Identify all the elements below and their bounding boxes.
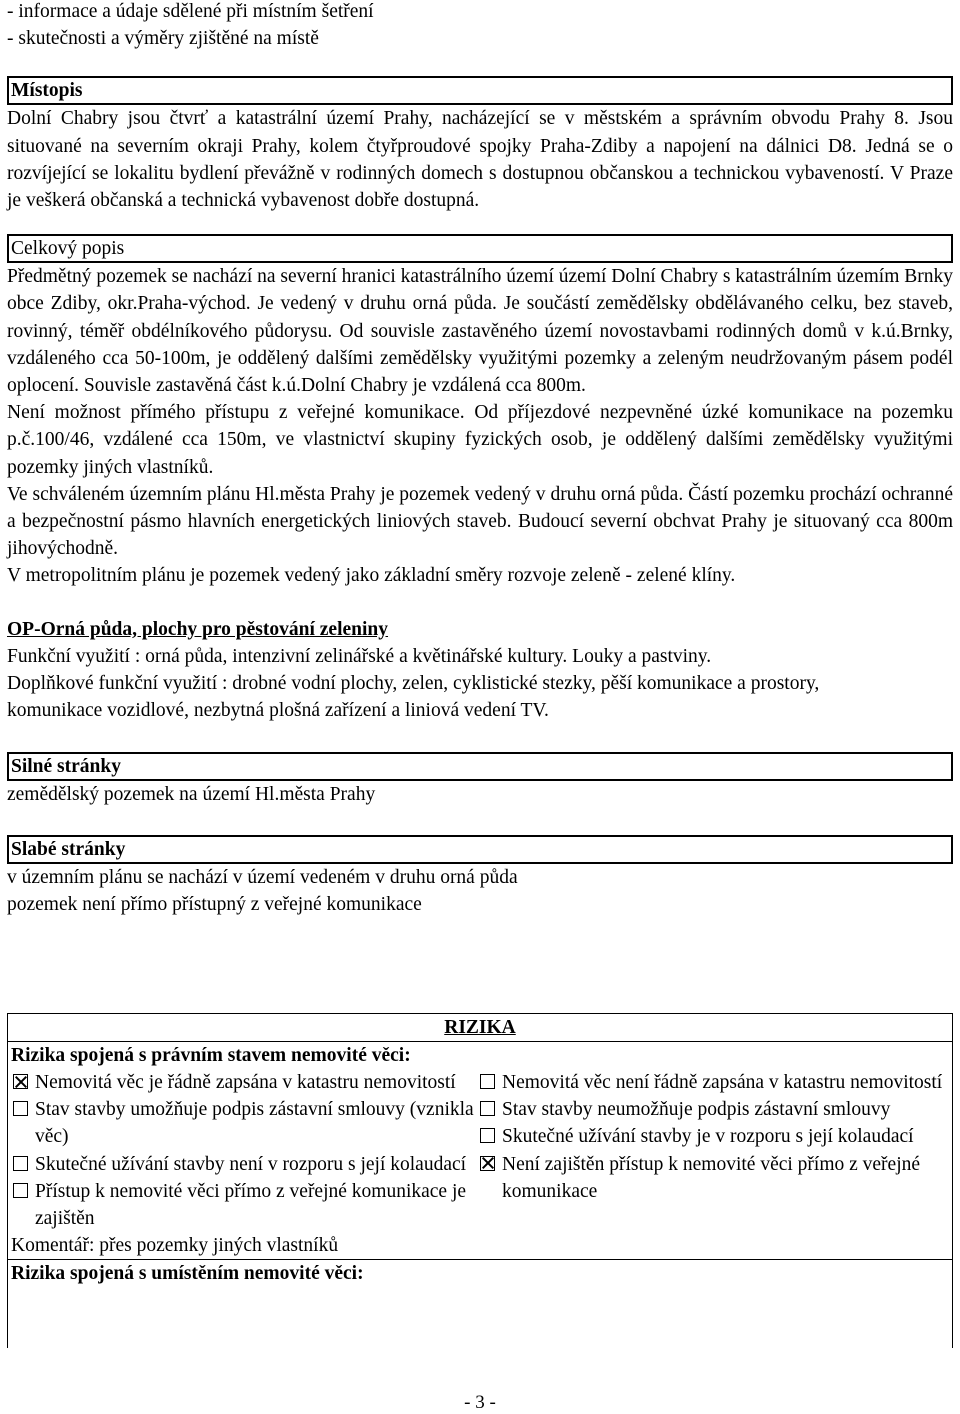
risk-item-left-0 bbox=[11, 1069, 478, 1096]
empty-checkbox-icon bbox=[13, 1183, 28, 1198]
risk-item-right-1 bbox=[478, 1096, 945, 1123]
empty-checkbox-icon bbox=[480, 1101, 495, 1116]
risk-item-label: Přístup k nemovité věci přímo z veřejné komunikace je zajištěn bbox=[35, 1180, 467, 1230]
risk-item-right-0 bbox=[478, 1069, 945, 1096]
rizika-section-location-title: Rizika spojená s umístěním nemovité věci: bbox=[11, 1263, 364, 1285]
risk-item-left-2 bbox=[11, 1151, 478, 1178]
checked-checkbox-icon bbox=[13, 1074, 28, 1089]
rizika-right-column bbox=[478, 1069, 945, 1232]
silne-heading: Silné stránky bbox=[7, 752, 953, 781]
risk-item-left-1 bbox=[11, 1096, 478, 1150]
empty-checkbox-icon bbox=[13, 1156, 28, 1171]
celkovy-popis-para-1: Předmětný pozemek se nachází na severní hranici katastrálního území území Dolní Chabry s katastrálním územím Brnky obce Zdiby, okr.Praha-východ. Je vedený v druhu orná půda. Je součástí zemědělsky obdělávaného celku, bez staveb, rovinný, téměř obdélníkového půdorysu. Od souvisle zastavěného území novostavbami rodinných domů v k.ú.Brnky, vzdáleného cca 50-100m, je oddělený dalšími zemědělsky využitými pozemky a zeleným neudržovaným pásem podél oplocení. Souvisle zastavěná část k.ú.Dolní Chabry je vzdálená cca 800m. bbox=[7, 266, 953, 397]
op-line-1: Funkční využití : orná půda, intenzivní zelinářské a květinářské kultury. Louky a pastviny. bbox=[7, 645, 712, 667]
empty-checkbox-icon bbox=[480, 1074, 495, 1089]
risk-item-label: Stav stavby neumožňuje podpis zástavní smlouvy bbox=[502, 1099, 891, 1121]
intro-line-2: - skutečnosti a výměry zjištěné na místě bbox=[7, 28, 319, 50]
slabe-heading: Slabé stránky bbox=[7, 835, 953, 864]
risk-item-right-2 bbox=[478, 1123, 945, 1150]
slabe-line-2: pozemek není přímo přístupný z veřejné komunikace bbox=[7, 893, 422, 915]
celkovy-popis-heading bbox=[7, 234, 953, 263]
risk-item-label: Nemovitá věc není řádně zapsána v katastru nemovitostí bbox=[502, 1072, 943, 1093]
celkovy-popis-para-3: Ve schváleném územním plánu Hl.města Prahy je pozemek vedený v druhu orná půda. Částí pozemku prochází ochranné a bezpečnostní pásmo hlavních energetických liniových staveb. Budoucí severní obchvat Prahy je situovaný cca 800m jihovýchodně. bbox=[7, 483, 953, 560]
rizika-title: RIZIKA bbox=[444, 1017, 516, 1038]
risk-item-label: Stav stavby umožňuje podpis zástavní smlouvy (vznikla věc) bbox=[35, 1099, 474, 1148]
rizika-comment: Komentář: přes pozemky jiných vlastníků bbox=[8, 1232, 952, 1260]
intro-line-1: - informace a údaje sdělené při místním šetření bbox=[7, 1, 374, 22]
rizika-checklist bbox=[8, 1069, 952, 1232]
risk-item-left-3 bbox=[11, 1178, 478, 1232]
celkovy-popis-para-4: V metropolitním plánu je pozemek vedený jako základní směry rozvoje zeleně - zelené klíny. bbox=[7, 565, 736, 587]
empty-checkbox-icon bbox=[480, 1128, 495, 1143]
empty-checkbox-icon bbox=[13, 1101, 28, 1116]
mistopis-heading: Místopis bbox=[7, 76, 953, 105]
rizika-left-column bbox=[11, 1069, 478, 1232]
op-heading: OP-Orná půda, plochy pro pěstování zeleniny bbox=[7, 618, 389, 640]
celkovy-popis-para-2: Není možnost přímého přístupu z veřejné komunikace. Od příjezdové nezpevněné úzké komunikace na pozemku p.č.100/46, vzdálené cca 150m, ve vlastnictví skupiny fyzických osob, je oddělený dalšími zemědělsky využitými pozemky jiných vlastníků. bbox=[7, 402, 953, 478]
rizika-table bbox=[7, 1013, 953, 1348]
risk-item-label: Není zajištěn přístup k nemovité věci přímo z veřejné komunikace bbox=[502, 1153, 921, 1202]
celkovy-popis-heading-text: Celkový popis bbox=[11, 238, 125, 260]
mistopis-text: Dolní Chabry jsou čtvrť a katastrální území Prahy, nacházející se v městském a správním obvodu Prahy 8. Jsou situované na severním okraji Prahy, kolem čtyřproudové spojky Praha-Zdiby a napojení na dálnici D8. Jedná se o rozvíjející se lokalitu bydlení převážně v rodinných domech s dostupnou občanskou a technickou vybaveností. V Praze je veškerá občanská a technická vybavenost dobře dostupná. bbox=[7, 108, 953, 212]
slabe-line-1: v územním plánu se nachází v území vedeném v druhu orná půda bbox=[7, 866, 518, 888]
silne-text: zemědělský pozemek na území Hl.města Prahy bbox=[7, 784, 376, 806]
risk-item-label: Skutečné užívání stavby je v rozporu s její kolaudací bbox=[502, 1126, 914, 1148]
document-page bbox=[7, 0, 953, 918]
checked-checkbox-icon bbox=[480, 1156, 495, 1171]
risk-item-right-3 bbox=[478, 1151, 945, 1205]
risk-item-label: Nemovitá věc je řádně zapsána v katastru nemovitostí bbox=[35, 1072, 456, 1093]
risk-item-label: Skutečné užívání stavby není v rozporu s její kolaudací bbox=[35, 1153, 467, 1175]
rizika-section-legal-title: Rizika spojená s právním stavem nemovité věci: bbox=[8, 1041, 952, 1069]
op-line-2: Doplňkové funkční využití : drobné vodní plochy, zelen, cyklistické stezky, pěší komunikace a prostory, komunikace vozidlové, nezbytná plošná zařízení a liniová vedení TV. bbox=[7, 673, 820, 722]
page-number: - 3 - bbox=[464, 1392, 496, 1413]
